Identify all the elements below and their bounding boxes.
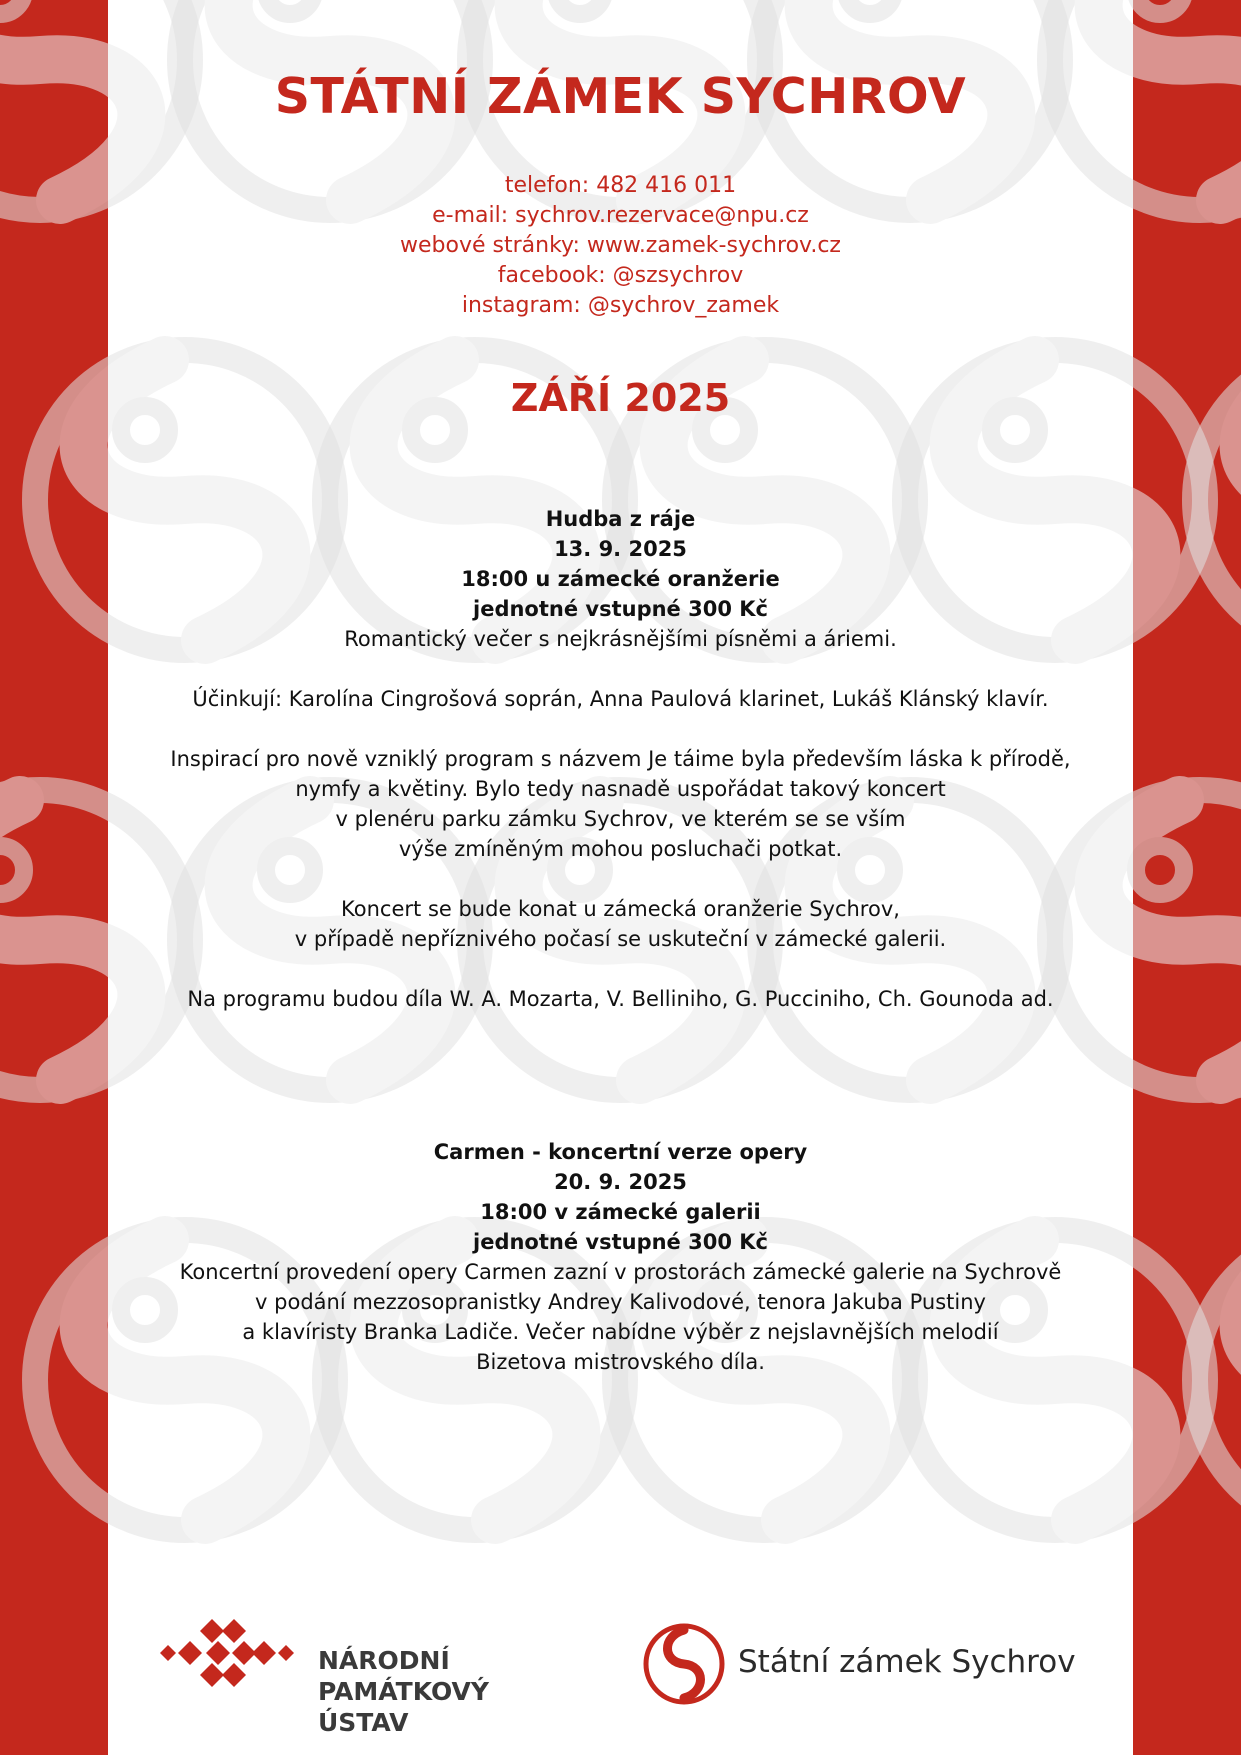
npu-logo-line: NÁRODNÍ bbox=[318, 1646, 450, 1675]
event-price: jednotné vstupné 300 Kč bbox=[473, 1230, 768, 1254]
event-price: jednotné vstupné 300 Kč bbox=[473, 597, 768, 621]
event-time-place: 18:00 v zámecké galerii bbox=[480, 1200, 761, 1224]
event-time-place: 18:00 u zámecké oranžerie bbox=[461, 567, 780, 591]
event-program: Na programu budou díla W. A. Mozarta, V. Belliniho, G. Pucciniho, Ch. Gounoda ad. bbox=[187, 987, 1054, 1011]
contact-facebook: facebook: @szsychrov bbox=[497, 263, 744, 288]
sychrov-logo-text: Státní zámek Sychrov bbox=[738, 1644, 1076, 1680]
event-title: Carmen - koncertní verze opery bbox=[433, 1140, 808, 1164]
event-text-line: Bizetova mistrovského díla. bbox=[476, 1350, 765, 1374]
contact-website: webové stránky: www.zamek-sychrov.cz bbox=[400, 233, 841, 258]
event-text-line: Inspirací pro nově vzniklý program s názvem Je táime byla především láska k přírodě, bbox=[170, 747, 1071, 771]
event-carmen bbox=[108, 1137, 1133, 1377]
event-title: Hudba z ráje bbox=[545, 507, 696, 531]
event-text-line: Koncertní provedení opery Carmen zazní v prostorách zámecké galerie na Sychrově bbox=[179, 1260, 1062, 1284]
month-heading: ZÁŘÍ 2025 bbox=[510, 376, 731, 420]
event-date: 20. 9. 2025 bbox=[554, 1170, 687, 1194]
event-text-line: a klavíristy Branka Ladiče. Večer nabídne výběr z nejslavnějších melodií bbox=[242, 1320, 999, 1344]
npu-logo-line: ÚSTAV bbox=[318, 1708, 409, 1737]
contact-block bbox=[108, 171, 1133, 321]
contact-instagram: instagram: @sychrov_zamek bbox=[461, 293, 780, 318]
event-venue-line: v případě nepříznivého počasí se uskuteční v zámecké galerii. bbox=[294, 927, 947, 951]
event-performers: Účinkují: Karolína Cingrošová soprán, Anna Paulová klarinet, Lukáš Klánský klavír. bbox=[192, 687, 1049, 711]
event-description: Romantický večer s nejkrásnějšími písněmi a áriemi. bbox=[344, 627, 897, 651]
event-text-line: výše zmíněným mohou posluchači potkat. bbox=[398, 837, 843, 861]
event-text-line: v podání mezzosopranistky Andrey Kalivodové, tenora Jakuba Pustiny bbox=[255, 1290, 986, 1314]
page-title: STÁTNÍ ZÁMEK SYCHROV bbox=[274, 68, 967, 125]
contact-email: e-mail: sychrov.rezervace@npu.cz bbox=[432, 203, 809, 228]
npu-logo-line: PAMÁTKOVÝ bbox=[318, 1677, 489, 1706]
event-date: 13. 9. 2025 bbox=[554, 537, 687, 561]
event-text-line: v plenéru parku zámku Sychrov, ve kterém se se vším bbox=[335, 807, 906, 831]
event-text-line: nymfy a květiny. Bylo tedy nasnadě uspořádat takový koncert bbox=[295, 777, 946, 801]
event-hudba-z-raje bbox=[108, 504, 1133, 1014]
contact-phone: telefon: 482 416 011 bbox=[504, 173, 737, 198]
event-venue-line: Koncert se bude konat u zámecká oranžerie Sychrov, bbox=[341, 897, 900, 921]
